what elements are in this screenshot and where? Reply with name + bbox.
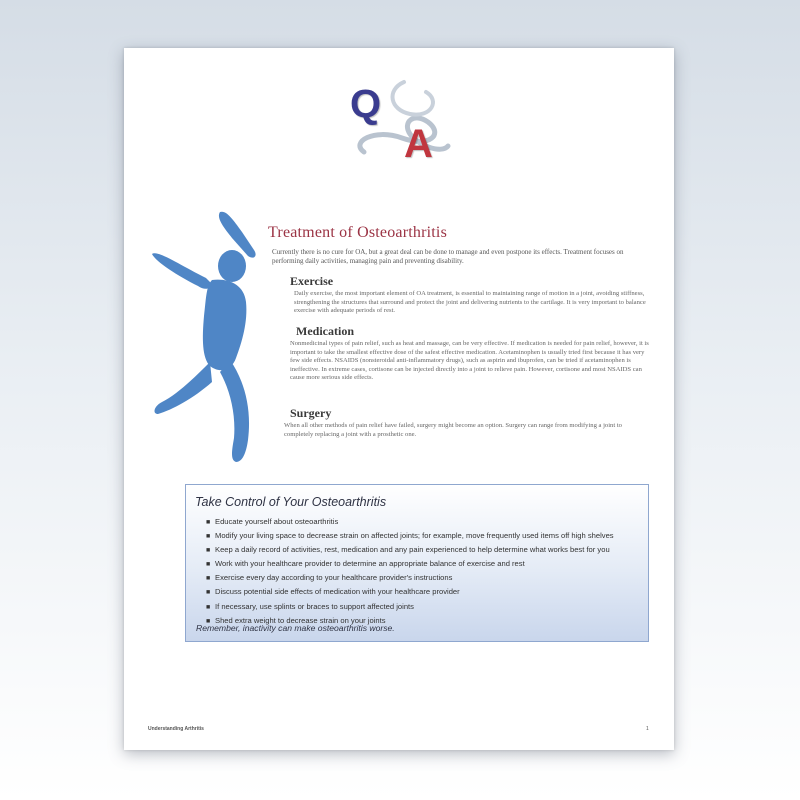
list-item: ■ Keep a daily record of activities, rest, medication and any pain experienced to help determine what works best for you: [206, 543, 614, 557]
bullet-icon: ■: [206, 561, 211, 569]
article-intro: Currently there is no cure for OA, but a great deal can be done to manage and even postpone its effects. Treatment focuses on performing daily activities, managing pain and preventing disability.: [272, 248, 624, 265]
bullet-icon: ■: [206, 617, 211, 625]
bullet-icon: ■: [206, 533, 211, 541]
article-title: Treatment of Osteoarthritis: [268, 224, 448, 241]
list-item: ■ Exercise every day according to your healthcare provider's instructions: [206, 571, 614, 585]
section-heading-medication: Medication: [296, 324, 354, 338]
bullet-icon: ■: [206, 603, 211, 611]
list-item: ■ If necessary, use splints or braces to support affected joints: [206, 600, 614, 614]
take-control-footer: Remember, inactivity can make osteoarthritis worse.: [196, 623, 395, 633]
list-item: ■ Modify your living space to decrease strain on affected joints; for example, move frequently used items off high shelves: [206, 529, 614, 543]
section-heading-surgery: Surgery: [290, 406, 332, 420]
list-item: ■ Shed extra weight to decrease strain on your joints: [206, 614, 614, 628]
take-control-list: [206, 515, 614, 628]
page-number: 1: [646, 726, 649, 732]
bullet-icon: ■: [206, 589, 211, 597]
logo-a-letter: A: [404, 122, 433, 166]
page-footer-title: Understanding Arthritis: [148, 726, 204, 732]
bullet-icon: ■: [206, 575, 211, 583]
document-page: [124, 48, 674, 750]
section-body-exercise: Daily exercise, the most important element of OA treatment, is essential to maintaining range of motion in a joint, avoiding stiffness, strengthening the structures that surround and protect the joint and delivering nutrients to the cartilage. It is very important to balance exercise with adequate periods of rest.: [294, 290, 646, 315]
list-item: ■ Educate yourself about osteoarthritis: [206, 515, 614, 529]
take-control-title: Take Control of Your Osteoarthritis: [195, 495, 387, 509]
qa-logo: [344, 76, 456, 176]
logo-q-letter: Q: [350, 82, 382, 126]
bullet-icon: ■: [206, 547, 211, 555]
take-control-box: [185, 484, 649, 642]
bullet-icon: ■: [206, 519, 211, 526]
dancing-figure-icon: [150, 204, 280, 464]
section-body-surgery: When all other methods of pain relief have failed, surgery might become an option. Surgery can range from modifying a joint to completely replacing a joint with a prosthetic one.: [284, 422, 622, 438]
list-item: ■ Discuss potential side effects of medication with your healthcare provider: [206, 585, 614, 599]
list-item: ■ Work with your healthcare provider to determine an appropriate balance of exercise and rest: [206, 557, 614, 571]
section-body-medication: Nonmedicinal types of pain relief, such as heat and massage, can be very effective. If medication is needed for pain relief, however, it is important to take the smallest effective dose of the safest effective medication. Acetaminophen is usually tried first because it has very few side effects. NSAIDS (nonsteroidal anti-inflammatory drugs), such as aspirin and ibuprofen, can be tried if acetaminophen is ineffective. In extreme cases, cortisone can be injected directly into a joint to relieve pain. However, cortisone and most NSAIDS can cause more serious side effects.: [290, 340, 649, 382]
section-heading-exercise: Exercise: [290, 274, 334, 288]
